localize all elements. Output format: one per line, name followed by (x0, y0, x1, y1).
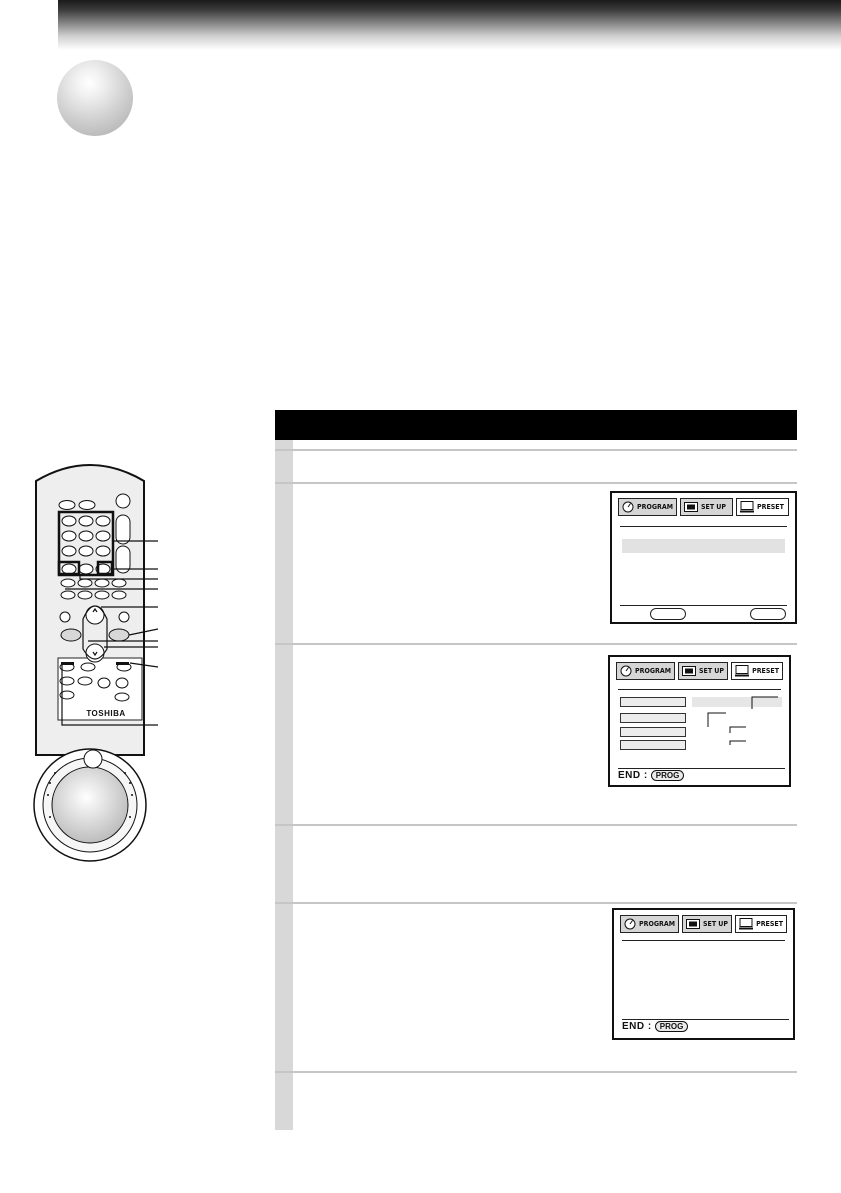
step-divider-4 (275, 824, 797, 826)
osd-tabs (616, 662, 783, 680)
section-sphere-icon (57, 60, 133, 136)
osd-field-box (620, 713, 686, 723)
tab-preset: PRESET (735, 915, 787, 933)
tab-program: PROGRAM (616, 662, 675, 680)
vcr-icon (682, 666, 696, 676)
osd-pill-right (750, 608, 786, 620)
tv-icon (740, 501, 754, 513)
osd-field-box (620, 727, 686, 737)
osd-rule (620, 526, 787, 527)
osd-field-box (620, 740, 686, 750)
header-band (58, 0, 841, 50)
tab-preset: PRESET (731, 662, 783, 680)
step-divider-3 (275, 643, 797, 645)
tab-program: PROGRAM (620, 915, 679, 933)
prog-button-icon: PROG (655, 1021, 689, 1032)
tab-setup: SET UP (678, 662, 728, 680)
osd-tabs (620, 915, 787, 933)
osd-rule (618, 689, 781, 690)
osd-rule (618, 768, 785, 769)
osd-rule (622, 1019, 789, 1020)
step-divider-5 (275, 902, 797, 904)
section-title-bar (275, 410, 797, 440)
clock-icon (622, 501, 634, 513)
clock-icon (624, 918, 636, 930)
osd-step-lines (706, 695, 786, 745)
remote-brand-label: TOSHIBA (86, 709, 126, 718)
osd-rule (620, 605, 787, 606)
osd-field-box (620, 697, 686, 707)
step-divider-2 (275, 482, 797, 484)
osd-rule (622, 940, 785, 941)
tv-icon (735, 665, 749, 677)
osd-screen-2 (608, 655, 791, 787)
step-divider-1 (275, 449, 797, 451)
vcr-icon (684, 502, 698, 512)
step-divider-6 (275, 1071, 797, 1073)
tv-icon (739, 918, 753, 930)
tab-setup: SET UP (680, 498, 733, 516)
osd-screen-1 (610, 491, 797, 624)
osd-highlight-row (622, 539, 785, 553)
prog-button-icon: PROG (651, 770, 685, 781)
tab-setup: SET UP (682, 915, 732, 933)
osd-pill-left (650, 608, 686, 620)
clock-icon (620, 665, 632, 677)
steps-rail (275, 440, 293, 1130)
osd-tabs (618, 498, 789, 516)
tab-preset: PRESET (736, 498, 789, 516)
vcr-icon (686, 919, 700, 929)
remote-control (0, 455, 200, 895)
osd-end-label: END : PROG (622, 1021, 688, 1032)
tab-program: PROGRAM (618, 498, 677, 516)
osd-end-label: END : PROG (618, 770, 684, 781)
osd-screen-3 (612, 908, 795, 1040)
